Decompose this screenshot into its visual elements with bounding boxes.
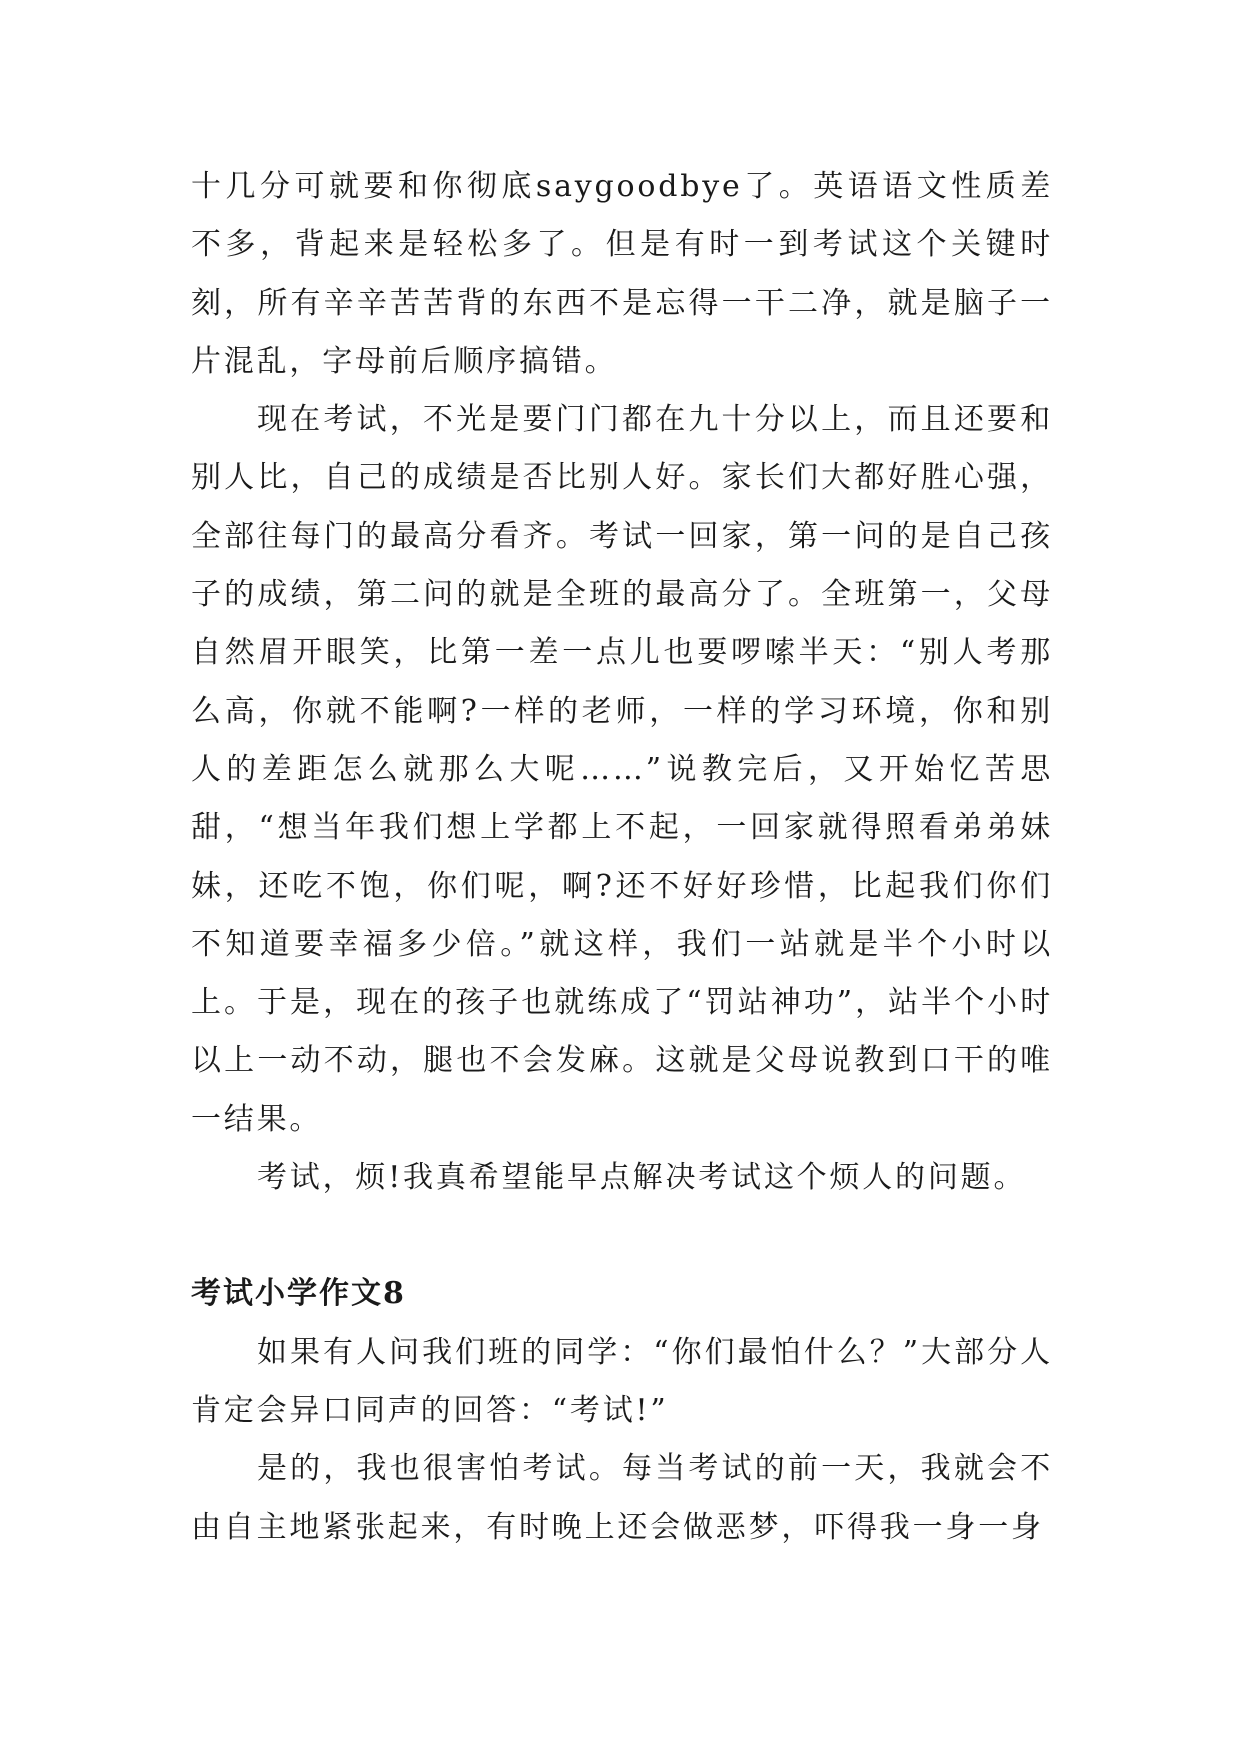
paragraph-2: 现在考试，不光是要门门都在九十分以上，而且还要和别人比，自己的成绩是否比别人好。家长们大都好胜心强，全部往每门的最高分看齐。考试一回家，第一问的是自己孩子的成绩，第二问的就是全班的最高分了。全班第一，父母自然眉开眼笑，比第一差一点儿也要啰嗦半天：“别人考那么高，你就不能啊?一样的老师，一样的学习环境，你和别人的差距怎么就那么大呢……”说教完后，又开始忆苦思甜，“想当年我们想上学都上不起，一回家就得照看弟弟妹妹，还吃不饱，你们呢，啊?还不好好珍惜，比起我们你们不知道要幸福多少倍。”就这样，我们一站就是半个小时以上。于是，现在的孩子也就练成了“罚站神功”，站半个小时以上一动不动，腿也不会发麻。这就是父母说教到口干的唯一结果。 <box>191 402 1053 1137</box>
paragraph-3: 考试，烦!我真希望能早点解决考试这个烦人的问题。 <box>257 1160 1027 1196</box>
document-body <box>191 158 1053 1557</box>
paragraph-4: 如果有人问我们班的同学：“你们最怕什么？”大部分人肯定会异口同声的回答：“考试!” <box>191 1334 1053 1428</box>
section-title: 考试小学作文8 <box>191 1276 406 1312</box>
paragraph-1: 十几分可就要和你彻底saygoodbye了。英语语文性质差不多，背起来是轻松多了。但是有时一到考试这个关键时刻，所有辛辛苦苦背的东西不是忘得一干二净，就是脑子一片混乱，字母前后顺序搞错。 <box>191 169 1053 379</box>
paragraph-5: 是的，我也很害怕考试。每当考试的前一天，我就会不由自主地紧张起来，有时晚上还会做恶梦，吓得我一身一身 <box>191 1451 1053 1545</box>
